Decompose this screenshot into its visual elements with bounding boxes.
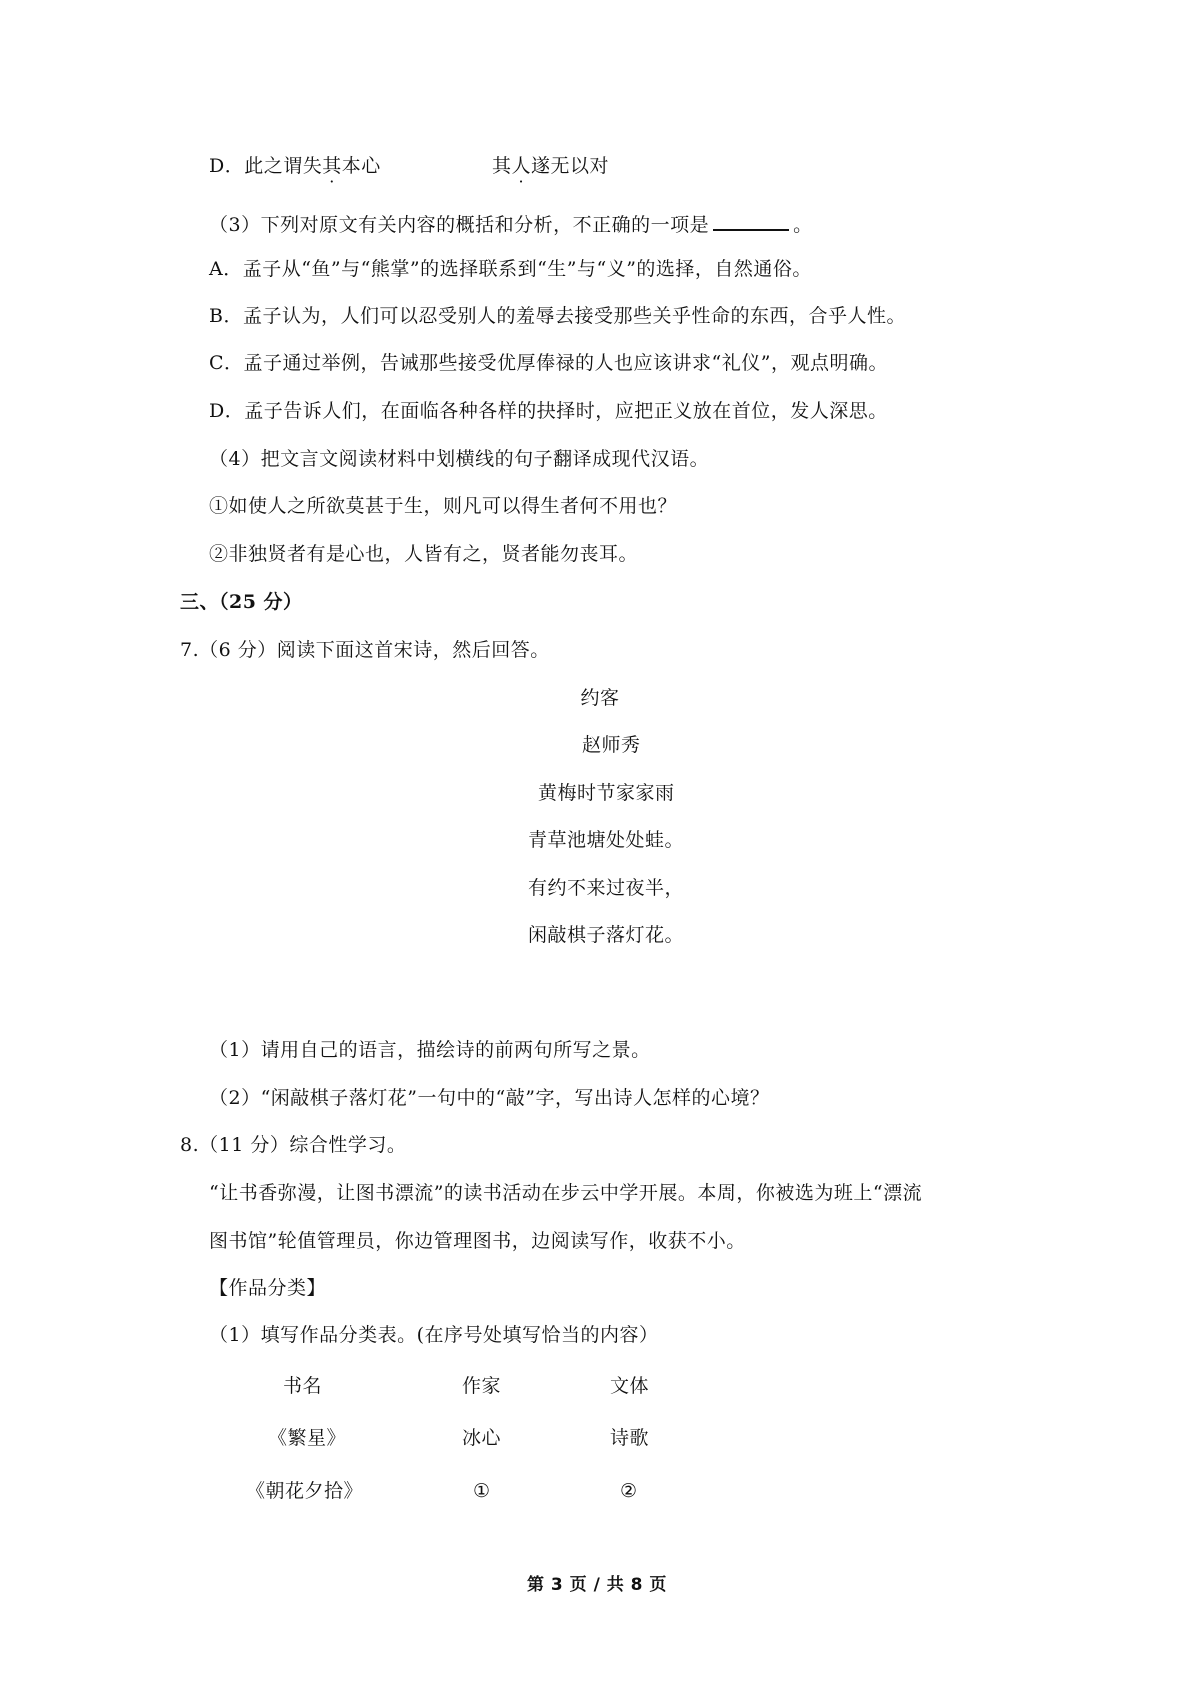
option-d-text-1-pre: D．此之谓失 bbox=[209, 155, 323, 177]
poem-line: 青草池塘处处蛙。 bbox=[528, 829, 685, 851]
q7-sub1: （1）请用自己的语言，描绘诗的前两句所写之景。 bbox=[209, 1039, 651, 1061]
q6-sub4-item-2: ②非独贤者有是心也，人皆有之，贤者能勿丧耳。 bbox=[209, 543, 639, 565]
table-header-genre: 文体 bbox=[610, 1375, 650, 1397]
q8-intro-line: 图书馆”轮值管理员，你边管理图书，边阅读写作，收获不小。 bbox=[209, 1230, 746, 1252]
q8-stem: 8.（11 分）综合性学习。 bbox=[180, 1134, 407, 1156]
answer-blank bbox=[713, 209, 789, 231]
table-cell-genre: 诗歌 bbox=[610, 1427, 650, 1449]
q8-sub1: （1）填写作品分类表。(在序号处填写恰当的内容） bbox=[209, 1324, 659, 1346]
emphasis-dot-char: 其 bbox=[322, 155, 342, 177]
option-d-text-1-post: 本心 bbox=[341, 155, 381, 177]
table-header-author: 作家 bbox=[462, 1375, 502, 1397]
q7-stem: 7.（6 分）阅读下面这首宋诗，然后回答。 bbox=[180, 639, 550, 661]
poem-line: 闲敲棋子落灯花。 bbox=[528, 924, 685, 946]
q6-sub3-question bbox=[209, 209, 813, 238]
table-cell-title: 《繁星》 bbox=[268, 1427, 347, 1449]
poem-line: 黄梅时节家家雨 bbox=[538, 782, 675, 804]
poem-title: 约客 bbox=[580, 687, 620, 709]
section-heading: 三、（25 分） bbox=[180, 591, 303, 613]
option-d-text-2-post: 遂无以对 bbox=[531, 155, 610, 177]
q8-section-label: 【作品分类】 bbox=[209, 1277, 327, 1299]
table-cell-author: ① bbox=[473, 1480, 491, 1502]
sub3-text: （3）下列对原文有关内容的概括和分析，不正确的一项是 bbox=[209, 214, 710, 236]
emphasis-dot-char: 人 bbox=[511, 155, 532, 177]
table-cell-author: 冰心 bbox=[462, 1427, 502, 1449]
q6-sub3-option-b: B．孟子认为，人们可以忍受别人的羞辱去接受那些关乎性命的东西，合乎人性。 bbox=[209, 305, 906, 327]
sub3-text-end: 。 bbox=[793, 214, 813, 236]
q6-sub3-option-d: D．孟子告诉人们，在面临各种各样的抉择时，应把正义放在首位，发人深思。 bbox=[209, 400, 888, 422]
option-d-text-2-pre: 其 bbox=[492, 155, 512, 177]
table-cell-genre: ② bbox=[620, 1480, 638, 1502]
q7-sub2: （2）“闲敲棋子落灯花”一句中的“敲”字，写出诗人怎样的心境？ bbox=[209, 1087, 770, 1109]
q6-option-d bbox=[209, 153, 381, 179]
q6-sub4-item-1: ①如使人之所欲莫甚于生，则凡可以得生者何不用也？ bbox=[209, 495, 678, 517]
table-cell-title: 《朝花夕拾》 bbox=[246, 1480, 364, 1502]
table-header-title: 书名 bbox=[283, 1375, 323, 1397]
q6-option-d-second bbox=[492, 153, 609, 179]
q6-sub4-question: （4）把文言文阅读材料中划横线的句子翻译成现代汉语。 bbox=[209, 448, 710, 470]
q8-intro-line: “让书香弥漫，让图书漂流”的读书活动在步云中学开展。本周，你被选为班上“漂流 bbox=[209, 1182, 923, 1204]
q6-sub3-option-a: A．孟子从“鱼”与“熊掌”的选择联系到“生”与“义”的选择，自然通俗。 bbox=[209, 258, 812, 280]
page-footer: 第 3 页 / 共 8 页 bbox=[527, 1575, 667, 1595]
poem-line: 有约不来过夜半， bbox=[528, 877, 685, 899]
q6-sub3-option-c: C．孟子通过举例，告诫那些接受优厚俸禄的人也应该讲求“礼仪”，观点明确。 bbox=[209, 352, 888, 374]
poem-author: 赵师秀 bbox=[582, 734, 641, 756]
